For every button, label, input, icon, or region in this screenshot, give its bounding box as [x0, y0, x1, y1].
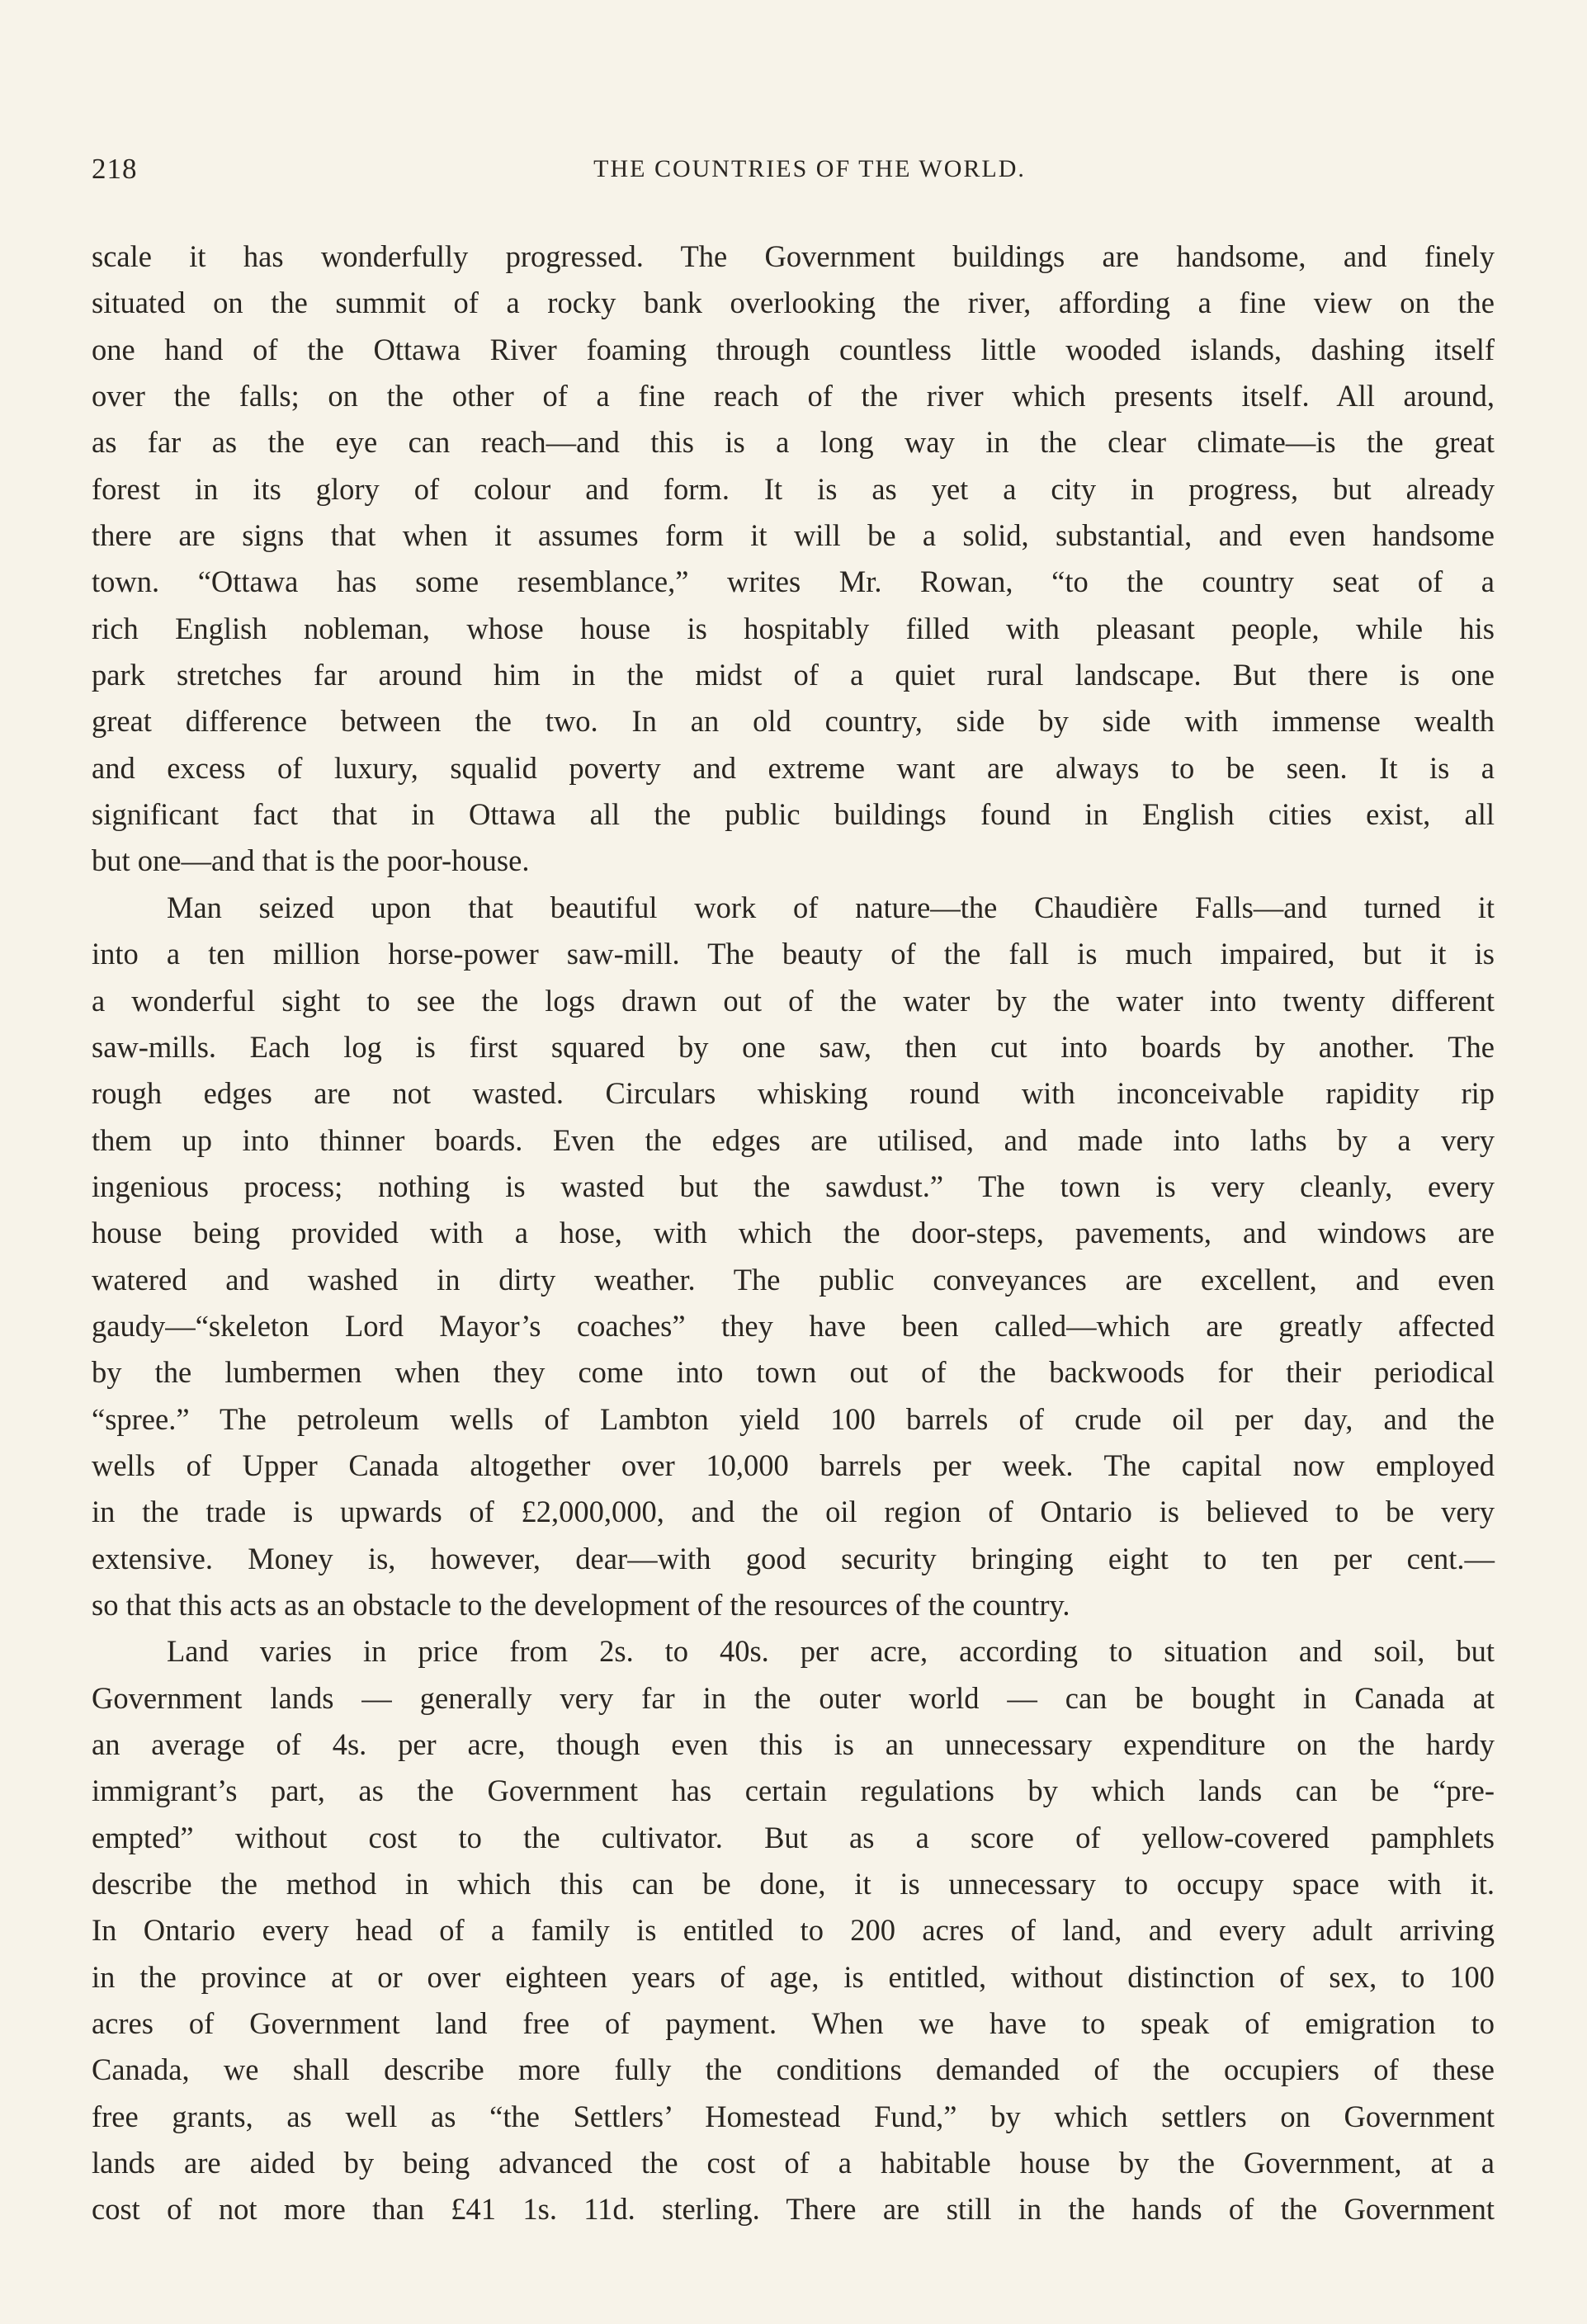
text-line: ingenious process; nothing is wasted but the sawdust.” The town is very cleanly, every	[92, 1169, 1495, 1203]
text-line: into a ten million horse-power saw-mill. The beauty of the fall is much impaired, but it is	[92, 937, 1495, 971]
text-line: significant fact that in Ottawa all the public buildings found in English cities exist, all	[92, 797, 1495, 832]
text-line: lands are aided by being advanced the cost of a habitable house by the Government, at a	[92, 2146, 1495, 2180]
text-line: an average of 4s. per acre, though even this is an unnecessary expenditure on the hardy	[92, 1727, 1495, 1761]
text-line: rough edges are not wasted. Circulars whisking round with inconceivable rapidity rip	[92, 1076, 1495, 1111]
text-line: so that this acts as an obstacle to the development of the resources of the country.	[92, 1587, 1070, 1622]
text-line: but one—and that is the poor-house.	[92, 843, 530, 878]
text-line: situated on the summit of a rocky bank overlooking the river, affording a fine view on the	[92, 286, 1495, 320]
text-line: cost of not more than £41 1s. 11d. sterling. There are still in the hands of the Government	[92, 2192, 1495, 2227]
text-line: “spree.” The petroleum wells of Lambton yield 100 barrels of crude oil per day, and the	[92, 1401, 1495, 1436]
text-line: acres of Government land free of payment. When we have to speak of emigration to	[92, 2006, 1495, 2041]
text-line: forest in its glory of colour and form. It is as yet a city in progress, but already	[92, 471, 1495, 506]
text-line: In Ontario every head of a family is entitled to 200 acres of land, and every adult arriving	[92, 1913, 1495, 1948]
text-line: one hand of the Ottawa River foaming through countless little wooded islands, dashing itself	[92, 332, 1495, 366]
text-line: scale it has wonderfully progressed. The Government buildings are handsome, and finely	[92, 239, 1495, 273]
text-line: town. “Ottawa has some resemblance,” writes Mr. Rowan, “to the country seat of a	[92, 564, 1495, 599]
body-text	[92, 234, 1495, 2233]
text-line: Canada, we shall describe more fully the conditions demanded of the occupiers of these	[92, 2052, 1495, 2087]
text-line: free grants, as well as “the Settlers’ Homestead Fund,” by which settlers on Government	[92, 2099, 1495, 2133]
text-line: Government lands — generally very far in the outer world — can be bought in Canada at	[92, 1680, 1495, 1715]
page-number: 218	[92, 153, 138, 185]
text-line: empted” without cost to the cultivator. But as a score of yellow-covered pamphlets	[92, 1820, 1495, 1854]
page-header	[92, 153, 1495, 194]
text-line: great difference between the two. In an old country, side by side with immense wealth	[92, 704, 1495, 739]
text-line: saw-mills. Each log is first squared by one saw, then cut into boards by another. The	[92, 1029, 1495, 1064]
text-line: immigrant’s part, as the Government has certain regulations by which lands can be “pre-	[92, 1774, 1495, 1808]
text-line: a wonderful sight to see the logs drawn out of the water by the water into twenty different	[92, 983, 1495, 1018]
text-line: watered and washed in dirty weather. The public conveyances are excellent, and even	[92, 1262, 1495, 1297]
text-line: by the lumbermen when they come into town out of the backwoods for their periodical	[92, 1355, 1495, 1390]
text-line: there are signs that when it assumes form it will be a solid, substantial, and even handsome	[92, 518, 1495, 553]
text-line: Man seized upon that beautiful work of nature—the Chaudière Falls—and turned it	[167, 890, 1495, 924]
text-line: gaudy—“skeleton Lord Mayor’s coaches” they have been called—which are greatly affected	[92, 1308, 1495, 1343]
text-line: Land varies in price from 2s. to 40s. per acre, according to situation and soil, but	[167, 1634, 1495, 1669]
text-line: as far as the eye can reach—and this is a long way in the clear climate—is the great	[92, 425, 1495, 460]
running-head: THE COUNTRIES OF THE WORLD.	[593, 155, 1026, 182]
text-line: and excess of luxury, squalid poverty and extreme want are always to be seen. It is a	[92, 750, 1495, 785]
text-line: wells of Upper Canada altogether over 10,000 barrels per week. The capital now employed	[92, 1448, 1495, 1482]
text-line: describe the method in which this can be done, it is unnecessary to occupy space with it.	[92, 1867, 1495, 1901]
text-line: them up into thinner boards. Even the edges are utilised, and made into laths by a very	[92, 1122, 1495, 1157]
text-line: house being provided with a hose, with which the door-steps, pavements, and windows are	[92, 1216, 1495, 1250]
text-line: over the falls; on the other of a fine reach of the river which presents itself. All around,	[92, 379, 1495, 413]
text-line: in the trade is upwards of £2,000,000, and the oil region of Ontario is believed to be very	[92, 1495, 1495, 1529]
text-line: extensive. Money is, however, dear—with good security bringing eight to ten per cent.—	[92, 1541, 1495, 1575]
text-line: park stretches far around him in the midst of a quiet rural landscape. But there is one	[92, 658, 1495, 692]
text-line: in the province at or over eighteen years of age, is entitled, without distinction of sex, to 100	[92, 1959, 1495, 1994]
text-line: rich English nobleman, whose house is hospitably filled with pleasant people, while his	[92, 611, 1495, 645]
